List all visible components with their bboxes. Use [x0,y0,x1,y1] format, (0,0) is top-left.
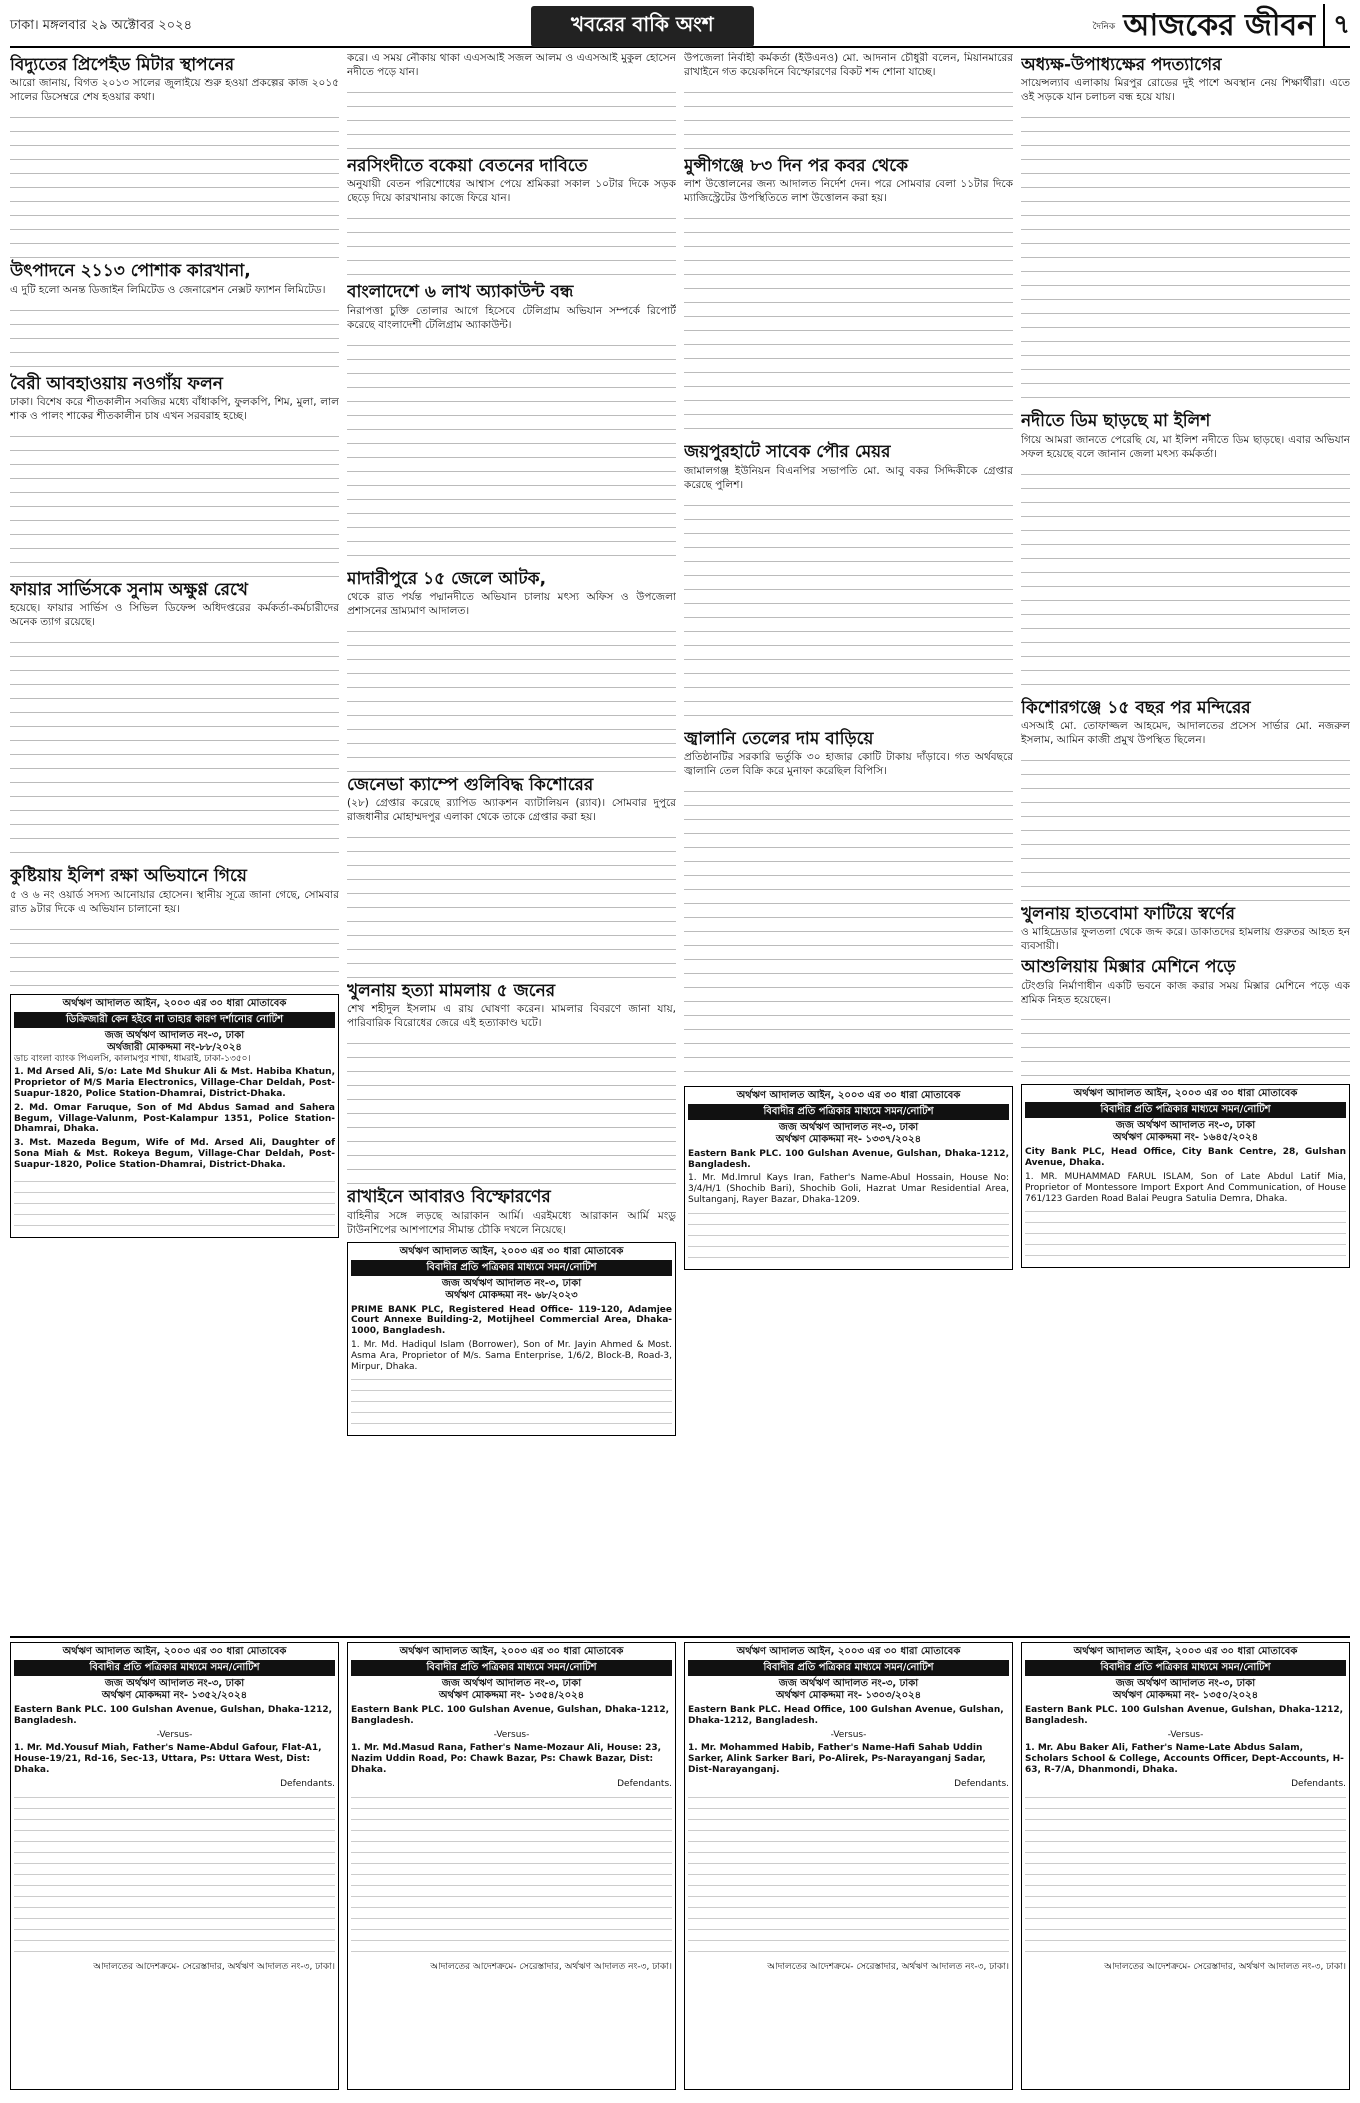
headline: মাদারীপুরে ১৫ জেলে আটক, [347,568,547,589]
text-block [1021,751,1350,901]
notice-case: অর্থঋণ মোকদ্দমা নং- ৬৮/২০২৩ [445,1289,578,1301]
article-text: ঢাকা। বিশেষ করে শীতকালীন সবজির মধ্যে বাঁধাকপি, ফুলকপি, শিম, মুলা, লাল শাক ও পালং শাকের শীতকালীন চাষ এখন সরবরাহ হচ্ছে। [10,396,339,422]
notice-signature: আদালতের আদেশক্রমে- সেরেস্তাদার, অর্থঋণ আদালত নং-৩, ঢাকা। [767,1961,1009,1972]
legal-notice [347,1642,676,2090]
text-block [347,336,676,566]
notice-act: অর্থঋণ আদালত আইন, ২০০৩ এর ৩০ ধারা মোতাবেক [399,1646,624,1657]
notice-versus: -Versus- [830,1729,867,1740]
section-title: খবরের বাকি অংশ [531,6,754,47]
notice-text [688,1206,1009,1266]
text-block [1021,465,1350,695]
headline: কিশোরগঞ্জে ১৫ বছর পর মন্দিরের [1021,697,1251,718]
headline: ফায়ার সার্ভিসকে সুনাম অক্ষুণ্ণ রেখে [10,579,248,600]
text-block [10,427,339,577]
article-text: এ দুটি হলো অনন্ত ডিজাইন লিমিটেড ও জেনারেশন নেক্সট ফ্যাশন লিমিটেড। [10,283,326,296]
notice-title: বিবাদীর প্রতি পত্রিকার মাধ্যমে সমন/নোটিশ [1025,1660,1346,1676]
notice-case: অর্থঋণ মোকদ্দমা নং- ১৩৫২/২০২৪ [101,1690,248,1701]
headline: জ্বালানি তেলের দাম বাড়িয়ে [684,728,874,749]
headline: খুলনায় হাতবোমা ফাটিয়ে স্বর্ণের [1021,903,1236,924]
paper-logo: আজকের জীবন [1123,7,1316,43]
text-block [347,83,676,153]
notice-court: জজ অর্থঋণ আদালত নং-৩, ঢাকা [441,1277,582,1289]
headline: উৎপাদনে ২১১৩ পোশাক কারখানা, [10,261,251,282]
notice-court: জজ অর্থঋণ আদালত নং-৩, ঢাকা [104,1678,245,1689]
article-text: হয়েছে। ফায়ার সার্ভিস ও সিভিল ডিফেন্স অধিদপ্তরের কর্মকর্তা-কর্মচারীদের অনেক ত্যাগ রয়েছে। [10,602,339,629]
headline: নদীতে ডিম ছাড়ছে মা ইলিশ [1021,411,1211,432]
article-text: করে। এ সময় নৌকায় থাকা এএসআই সজল আলম ও এএসআই মুকুল হোসেন নদীতে পড়ে যান। [347,52,676,78]
notice-versus: -Versus- [493,1729,530,1740]
article-text: উপজেলা নির্বাহী কর্মকর্তা (ইউএনও) মো. আদনান চৌধুরী বলেন, মিয়ানমারের রাখাইনে গত কয়েকদিনে বিস্ফোরণের বিকট শব্দ শোনা যাচ্ছে। [684,52,1013,78]
notice-act: অর্থঋণ আদালত আইন, ২০০৩ এর ৩০ ধারা মোতাবেক [736,1646,961,1657]
legal-notices-row [10,1636,1350,2086]
legal-notice [10,994,339,1238]
legal-notice [684,1642,1013,2090]
notice-court: জজ অর্থঋণ আদালত নং-৩, ঢাকা [104,1029,245,1041]
article-text: শেখ শহীদুল ইসলাম এ রায় ঘোষণা করেন। মামলার বিবরণে জানা যায়, পারিবারিক বিরোধের জেরে এই হত্যাকাণ্ড ঘটে। [347,1003,676,1030]
notice-title: ডিক্রিজারী কেন হইবে না তাহার কারণ দর্শানোর নোটিশ [14,1012,335,1028]
notice-act: অর্থঋণ আদালত আইন, ২০০৩ এর ৩০ ধারা মোতাবেক [399,1245,624,1257]
notice-court: জজ অর্থঋণ আদালত নং-৩, ঢাকা [1115,1678,1256,1689]
notice-defendants-tag: Defendants. [954,1778,1009,1789]
article-text: টেংগুরি নির্মাণাধীন একটি ভবনে কাজ করার সময় মিক্সার মেশিনে পড়ে এক শ্রমিক নিহত হয়েছেন। [1021,979,1350,1006]
notice-title: বিবাদীর প্রতি পত্রিকার মাধ্যমে সমন/নোটিশ [351,1260,672,1276]
headline: মুন্সীগঞ্জে ৮৩ দিন পর কবর থেকে [684,155,909,176]
headline: জেনেভা ক্যাম্পে গুলিবিদ্ধ কিশোরের [347,774,594,795]
notice-case: অর্থঋণ মোকদ্দমা নং- ১৩০৩/২০২৪ [775,1690,922,1701]
headline: বিদ্যুতের প্রিপেইড মিটার স্থাপনের [10,55,235,75]
notice-plaintiff: Eastern Bank PLC. 100 Gulshan Avenue, Gulshan, Dhaka-1212, Bangladesh. [688,1148,1009,1170]
notice-text [351,1372,672,1432]
article-text: লাশ উত্তোলনের জন্য আদালত নির্দেশ দেন। পরে সোমবার বেলা ১১টার দিকে ম্যাজিস্ট্রেটের উপস্থিতিতে লাশ উত্তোলন করা হয়। [684,178,1013,205]
notice-defendant: 1. Mr. Abu Baker Ali, Father's Name-Late Abdus Salam, Scholars School & College, Accounts Officer, Dept-Accounts, H-63, R-7/A, Dhanmondi, Dhaka. [1025,1743,1344,1775]
notice-defendant: 2. Md. Omar Faruque, Son of Md Abdus Samad and Sahera Begum, Village-Valunm, Post-Kalampur 1351, Police Station-Dhamrai, Dhaka. [14,1102,335,1135]
notice-defendant: 1. Md Arsed Ali, S/o: Late Md Shukur Ali & Mst. Habiba Khatun, Proprietor of M/S Maria Electronics, Village-Char Deldah, Post-Suapur-1820, Police Station-Dhamrai, District-Dhaka. [14,1067,335,1099]
column-4 [1021,52,1350,1632]
notice-defendants-tag: Defendants. [1291,1778,1346,1789]
notice-plaintiff: ডাচ বাংলা ব্যাংক পিএলসি, কালামপুর শাখা, ধামরাই, ঢাকা-১৩৫০। [14,1053,251,1064]
column-3 [684,52,1013,1632]
text-block [684,496,1013,726]
notice-defendant: 1. Mr. Md.Imrul Kays Iran, Father's Name-Abul Hossain, House No: 3/4/H/1 (Shochib Bari), Shochib Goli, Hazrat Umar Residential Area, Sultanganj, Rayer Bazar, Dhaka-1209. [688,1173,1009,1205]
notice-court: জজ অর্থঋণ আদালত নং-৩, ঢাকা [441,1678,582,1689]
headline: নরসিংদীতে বকেয়া বেতনের দাবিতে [347,155,588,176]
notice-plaintiff: Eastern Bank PLC. 100 Gulshan Avenue, Gulshan, Dhaka-1212, Bangladesh. [1025,1705,1344,1726]
article-text: প্রতিষ্ঠানটির সরকারি ভর্তুকি ৩০ হাজার কোটি টাকায় দাঁড়াবে। গত অর্থবছরে জ্বালানি তেল বিক্রি করে মুনাফা করেছিল বিপিসি। [684,750,1013,777]
text-block [684,782,1013,1082]
notice-plaintiff: Eastern Bank PLC. Head Office, 100 Gulshan Avenue, Gulshan, Dhaka-1212, Bangladesh. [688,1705,1004,1726]
notice-title: বিবাদীর প্রতি পত্রিকার মাধ্যমে সমন/নোটিশ [1025,1102,1346,1118]
text-block [10,920,339,990]
notice-act: অর্থঋণ আদালত আইন, ২০০৩ এর ৩০ ধারা মোতাবেক [736,1089,961,1101]
notice-signature: আদালতের আদেশক্রমে- সেরেস্তাদার, অর্থঋণ আদালত নং-৩, ঢাকা। [1104,1961,1346,1972]
notice-text [14,1790,335,1960]
text-block [684,209,1013,439]
text-block [347,209,676,279]
text-block [10,633,339,863]
issue-date: ঢাকা। মঙ্গলবার ২৯ অক্টোবর ২০২৪ [10,17,193,33]
notice-plaintiff: Eastern Bank PLC. 100 Gulshan Avenue, Gulshan, Dhaka-1212, Bangladesh. [14,1705,333,1726]
notice-plaintiff: PRIME BANK PLC, Registered Head Office- 119-120, Adamjee Court Annexe Building-2, Motijheel Commercial Area, Dhaka-1000, Bangladesh. [351,1304,672,1337]
article-text: নিরাপত্তা চুক্তি তোলার আগে হিসেবে টেলিগ্রাম অভিযান সম্পর্কে রিপোর্ট করেছে বাংলাদেশী টেলিগ্রাম অ্যাকাউন্ট। [347,304,676,331]
text-block [684,83,1013,153]
legal-notice [10,1642,339,2090]
article-text: জামালগঞ্জ ইউনিয়ন বিএনপির সভাপতি মো. আবু বকর সিদ্দিকীকে গ্রেপ্তার করেছে পুলিশ। [684,464,1013,491]
notice-title: বিবাদীর প্রতি পত্রিকার মাধ্যমে সমন/নোটিশ [351,1660,672,1676]
headline: কুষ্টিয়ায় ইলিশ রক্ষা অভিযানে গিয়ে [10,866,247,887]
notice-case: অর্থঋণ মোকদ্দমা নং- ১৩৫৪/২০২৪ [438,1690,585,1701]
article-text: বাহিনীর সঙ্গে লড়ছে আরাকান আর্মি। এরইমধ্যে আরাকান আর্মি মংডু টাউনশিপের আশপাশের সীমান্ত চৌকি দখলে নিয়েছে। [347,1209,676,1236]
headline: অধ্যক্ষ-উপাধ্যক্ষের পদত্যাগের [1021,55,1222,75]
text-block [10,301,339,371]
text-block [1021,108,1350,408]
article-text: ৫ ও ৬ নং ওয়ার্ড সদস্য আনোয়ার হোসেন। স্থানীয় সূত্রে জানা গেছে, সোমবার রাত ৯টার দিকে এ অভিযান চালানো হয়। [10,888,339,915]
notice-plaintiff: Eastern Bank PLC. 100 Gulshan Avenue, Gulshan, Dhaka-1212, Bangladesh. [351,1705,670,1726]
column-2 [347,52,676,1632]
notice-title: বিবাদীর প্রতি পত্রিকার মাধ্যমে সমন/নোটিশ [14,1660,335,1676]
notice-defendant: 1. Mr. Md. Hadiqul Islam (Borrower), Son of Mr. Jayin Ahmed & Most. Asma Ara, Proprietor of M/s. Sama Enterprise, 1/6/2, Block-B, Road-3, Mirpur, Dhaka. [351,1340,672,1372]
legal-notice [1021,1084,1350,1268]
notice-plaintiff: City Bank PLC, Head Office, City Bank Centre, 28, Gulshan Avenue, Dhaka. [1025,1147,1346,1169]
headline: আশুলিয়ায় মিক্সার মেশিনে পড়ে [1021,957,1236,978]
article-columns [10,52,1350,1632]
notice-text [688,1790,1009,1960]
notice-text [14,1174,335,1234]
notice-defendant: 1. Mr. Mohammed Habib, Father's Name-Hafi Sahab Uddin Sarker, Alink Sarker Bari, Po-Alirek, Ps-Narayanganj Sadar, Dist-Narayanganj. [688,1743,986,1775]
notice-act: অর্থঋণ আদালত আইন, ২০০৩ এর ৩০ ধারা মোতাবেক [1073,1088,1298,1100]
notice-court: জজ অর্থঋণ আদালত নং-৩, ঢাকা [778,1678,919,1689]
headline: রাখাইনে আবারও বিস্ফোরণের [347,1187,551,1208]
daily-label: দৈনিক [1092,21,1116,32]
notice-signature: আদালতের আদেশক্রমে- সেরেস্তাদার, অর্থঋণ আদালত নং-৩, ঢাকা। [93,1961,335,1972]
notice-court: জজ অর্থঋণ আদালত নং-৩, ঢাকা [778,1121,919,1133]
notice-defendant: 1. MR. MUHAMMAD FARUL ISLAM, Son of Late Abdul Latif Mia, Proprietor of Montessore Import Export And Communication, of House 761/123 Garden Road Balai Peugra Satulia Demra, Dhaka. [1025,1172,1346,1204]
headline: জয়পুরহাটে সাবেক পৌর মেয়র [684,442,891,463]
article-text: থেকে রাত পর্যন্ত পদ্মানদীতে অভিযান চালায় মৎস্য অফিস ও উপজেলা প্রশাসনের ভ্রাম্যমাণ আদালত। [347,590,676,617]
notice-defendant: 3. Mst. Mazeda Begum, Wife of Md. Arsed Ali, Daughter of Sona Miah & Mst. Rokeya Begum, Village-Char Deldah, Post-Suapur-1820, Police Station-Dhamrai, District-Dhaka. [14,1138,335,1170]
column-1 [10,52,339,1632]
text-block [347,622,676,772]
text-block [10,108,339,258]
notice-text [1025,1204,1346,1264]
notice-case: অর্থঋণ মোকদ্দমা নং- ১৩৩৭/২০২৪ [775,1133,922,1145]
masthead [1093,1,1350,52]
article-text: অনুযায়ী বেতন পরিশোধের আশ্বাস পেয়ে শ্রমিকরা সকাল ১০টার দিকে সড়ক ছেড়ে দিয়ে কারখানায় কাজে ফিরে যান। [347,178,676,205]
legal-notice [684,1086,1013,1270]
notice-title: বিবাদীর প্রতি পত্রিকার মাধ্যমে সমন/নোটিশ [688,1104,1009,1120]
notice-title: বিবাদীর প্রতি পত্রিকার মাধ্যমে সমন/নোটিশ [688,1660,1009,1676]
notice-versus: -Versus- [1167,1729,1204,1740]
article-text: ও মাহিদ্রেডার ফুলতলা থেকে জব্দ করে। ডাকাতদের হামলায় গুরুতর আহত হন ব্যবসায়ী। [1021,926,1350,953]
notice-case: অর্থঋণ মোকদ্দমা নং- ১৩৫০/২০২৪ [1112,1690,1259,1701]
text-block [1021,1010,1350,1080]
notice-defendants-tag: Defendants. [617,1778,672,1789]
text-block [347,828,676,978]
notice-case: অর্থজারী মোকদ্দমা নং-৮৮/২০২৪ [107,1041,242,1053]
headline: বৈরী আবহাওয়ায় নওগাঁয় ফলন [10,373,223,394]
notice-text [351,1790,672,1960]
notice-act: অর্থঋণ আদালত আইন, ২০০৩ এর ৩০ ধারা মোতাবেক [62,1646,287,1657]
article-text: আরো জানায়, বিগত ২০১৩ সালের জুলাইয়ে শুরু হওয়া প্রকল্পের কাজ ২০১৫ সালের ডিসেম্বরে শেষ হওয়ার কথা। [10,77,339,104]
newspaper-page [10,6,1350,2086]
notice-defendant: 1. Mr. Md.Masud Rana, Father's Name-Mozaur Ali, House: 23, Nazim Uddin Road, Po: Chawk Bazar, Ps: Chawk Bazar, Dist: Dhaka. [351,1743,662,1775]
headline: বাংলাদেশে ৬ লাখ অ্যাকাউন্ট বন্ধ [347,282,574,303]
page-number: ৭ [1323,4,1350,48]
notice-text [1025,1790,1346,1960]
page-header [10,6,1350,48]
article-text: (২৮) গ্রেপ্তার করেছে র‍্যাপিড অ্যাকশন ব্যাটালিয়ন (র‍্যাব)। সোমবার দুপুরে রাজধানীর মোহাম্মদপুর এলাকা থেকে তাকে গ্রেপ্তার করা হয়। [347,797,676,824]
article-text: গিয়ে আমরা জানতে পেরেছি যে, মা ইলিশ নদীতে ডিম ছাড়ছে। এবার অভিযান সফল হয়েছে বলে জানান জেলা মৎস্য কর্মকর্তা। [1021,433,1350,460]
notice-case: অর্থঋণ মোকদ্দমা নং- ১৬৪৫/২০২৪ [1112,1132,1259,1144]
legal-notice [1021,1642,1350,2090]
notice-signature: আদালতের আদেশক্রমে- সেরেস্তাদার, অর্থঋণ আদালত নং-৩, ঢাকা। [430,1961,672,1972]
notice-act: অর্থঋণ আদালত আইন, ২০০৩ এর ৩০ ধারা মোতাবেক [62,997,287,1009]
headline: খুলনায় হত্যা মামলায় ৫ জনের [347,981,556,1002]
legal-notice [347,1242,676,1437]
article-text: সায়েন্সল্যাব এলাকায় মিরপুর রোডের দুই পাশে অবস্থান নেয় শিক্ষার্থীরা। এতে ওই সড়কে যান চলাচল বন্ধ হয়ে যায়। [1021,77,1350,104]
notice-defendants-tag: Defendants. [280,1778,335,1789]
notice-versus: -Versus- [156,1729,193,1740]
article-text: এসআই মো. তোফাজ্জল আহমেদ, আদালতের প্রসেস সার্ভার মো. নজরুল ইসলাম, আমিন কাজী প্রমুখ উপস্থিত ছিলেন। [1021,719,1350,746]
notice-act: অর্থঋণ আদালত আইন, ২০০৩ এর ৩০ ধারা মোতাবেক [1073,1646,1298,1657]
notice-court: জজ অর্থঋণ আদালত নং-৩, ঢাকা [1115,1120,1256,1132]
notice-defendant: 1. Mr. Md.Yousuf Miah, Father's Name-Abdul Gafour, Flat-A1, House-19/21, Rd-16, Sec-13, Uttara, Ps: Uttara West, Dist: Dhaka. [14,1743,322,1775]
text-block [347,1034,676,1184]
